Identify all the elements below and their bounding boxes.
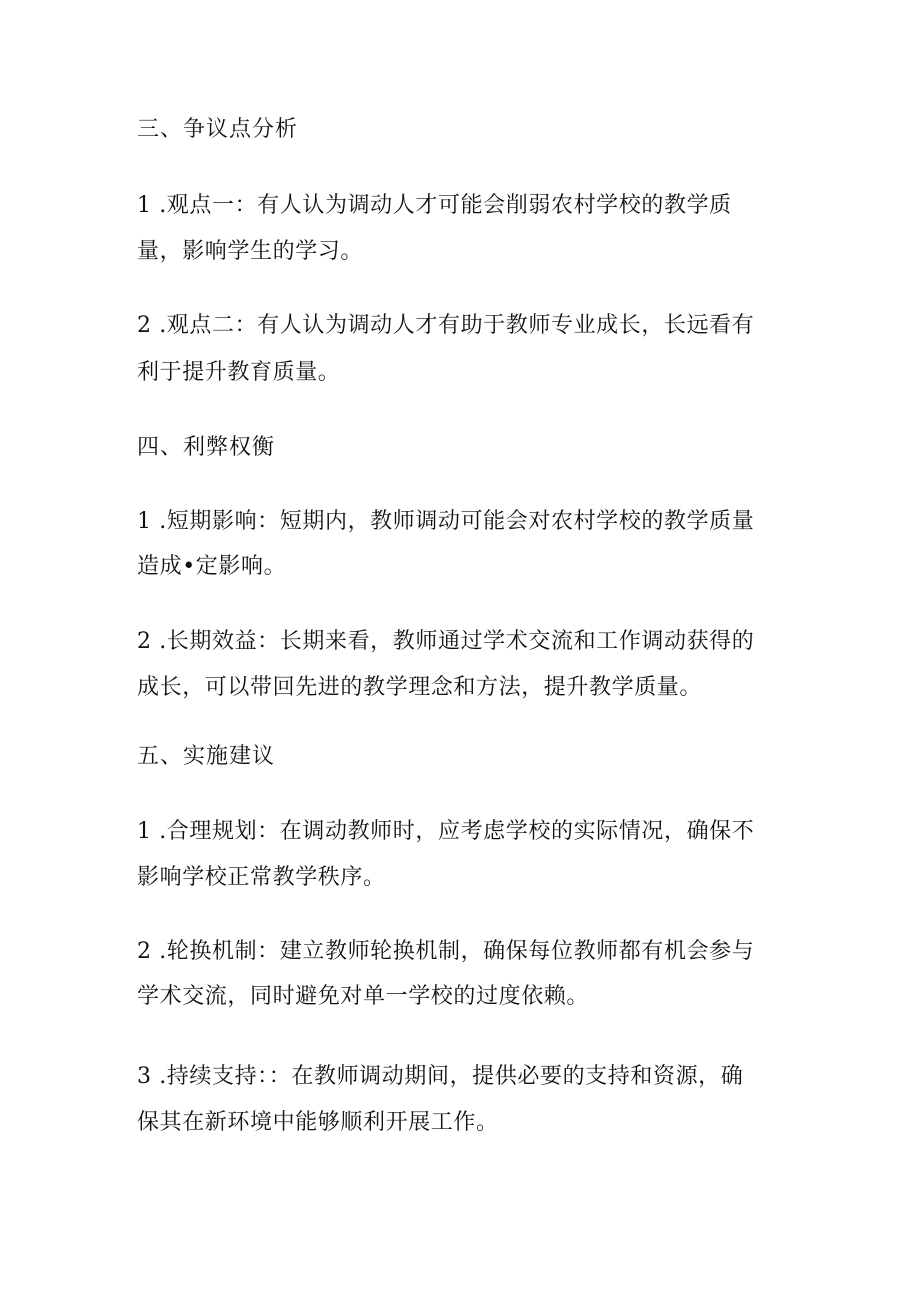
paragraph-line: 量，影响学生的学习。 (137, 239, 364, 264)
paragraph-line: 3 .持续支持：：在教师调动期间，提供必要的支持和资源，确 (137, 1064, 744, 1089)
paragraph-line: 保其在新环境中能够顺利开展工作。 (137, 1110, 499, 1135)
paragraph-line: 影响学校正常教学秩序。 (137, 865, 386, 890)
section-heading-dispute: 三、争议点分析 (137, 117, 299, 142)
paragraph-line: 2 .观点二：有人认为调动人才有助于教师专业成长，长远看有 (137, 313, 755, 338)
paragraph-line: 利于提升教育质量。 (137, 360, 341, 385)
paragraph-line: 1 .短期影响：短期内，教师调动可能会对农村学校的教学质量 (137, 509, 755, 534)
paragraph-line: 2 .长期效益：长期来看，教师通过学术交流和工作调动获得的 (137, 629, 755, 654)
section-heading-tradeoffs: 四、利弊权衡 (137, 435, 276, 460)
paragraph-line: 1 .观点一：有人认为调动人才可能会削弱农村学校的教学质 (137, 193, 732, 218)
paragraph-line: 2 .轮换机制：建立教师轮换机制，确保每位教师都有机会参与 (137, 939, 755, 964)
paragraph-line: 成长，可以带回先进的教学理念和方法，提升教学质量。 (137, 675, 703, 700)
paragraph-line: 造成•定影响。 (137, 554, 287, 579)
paragraph-line: 学术交流，同时避免对单一学校的过度依赖。 (137, 984, 590, 1009)
paragraph-line: 1 .合理规划：在调动教师时，应考虑学校的实际情况，确保不 (137, 819, 755, 844)
section-heading-recommendations: 五、实施建议 (137, 744, 276, 769)
